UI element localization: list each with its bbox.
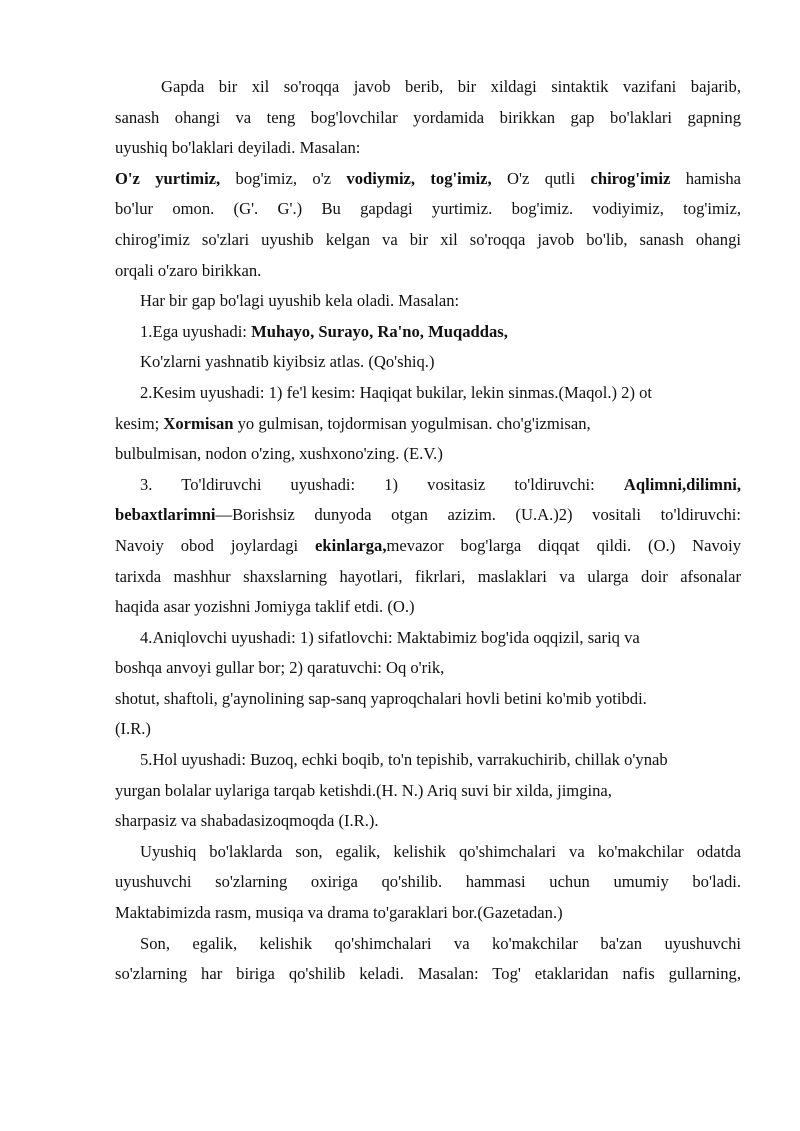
paragraph-line: Har bir gap bo'lagi uyushib kela oladi. Masalan: xyxy=(140,291,460,311)
list-item-line: 2.Kesim uyushadi: 1) fe'l kesim: Haqiqat bukilar, lekin sinmas.(Maqol.) 2) ot xyxy=(140,382,653,402)
bold-word: ekinlarga, xyxy=(315,535,387,555)
document-page xyxy=(115,72,741,990)
paragraph-line: bulbulmisan, nodon o'zing, xushxono'zing. (E.V.) xyxy=(115,444,443,464)
bold-word: vodiymiz, tog'imiz, xyxy=(346,168,492,188)
paragraph-line: bebaxtlarimni—Borishsiz dunyoda otgan azizim. (U.A.)2) vositali to'ldiruvchi: xyxy=(115,505,741,525)
paragraph-line: kesim; Xormisan yo gulmisan, tojdormisan yogulmisan. cho'g'izmisan, xyxy=(115,413,591,433)
paragraph-line: orqali o'zaro birikkan. xyxy=(115,260,262,280)
list-item-line: 5.Hol uyushadi: Buzoq, echki boqib, to'n tepishib, varrakuchirib, chillak o'ynab xyxy=(140,750,668,770)
bold-word: O'z yurtimiz, xyxy=(115,168,221,188)
paragraph-line: haqida asar yozishni Jomiyga taklif etdi. (O.) xyxy=(115,597,415,617)
paragraph-line: sharpasiz va shabadasizoqmoqda (I.R.). xyxy=(115,811,379,831)
paragraph-line: uyushiq bo'laklari deyiladi. Masalan: xyxy=(115,138,361,158)
paragraph-line: Maktabimizda rasm, musiqa va drama to'garaklari bor.(Gazetadan.) xyxy=(115,903,563,923)
paragraph-line: boshqa anvoyi gullar bor; 2) qaratuvchi: Oq o'rik, xyxy=(115,658,445,678)
paragraph-line: chirog'imiz so'zlari uyushib kelgan va bir xil so'roqqa javob bo'lib, sanash ohangi xyxy=(115,229,741,249)
paragraph-line: Uyushiq bo'laklarda son, egalik, kelishik qo'shimchalari va ko'makchilar odatda xyxy=(140,841,741,861)
paragraph-line: yurgan bolalar uylariga tarqab ketishdi.(H. N.) Ariq suvi bir xilda, jimgina, xyxy=(115,780,612,800)
paragraph-line: so'zlarning har biriga qo'shilib keladi. Masalan: Tog' etaklaridan nafis gullarning, xyxy=(115,964,741,984)
list-item-line: 1.Ega uyushadi: Muhayo, Surayo, Ra'no, Muqaddas, xyxy=(140,321,508,341)
paragraph-line: shotut, shaftoli, g'aynolining sap-sanq yaproqchalari hovli betini ko'mib yotibdi. xyxy=(115,688,647,708)
bold-word: Muhayo, Surayo, Ra'no, Muqaddas, xyxy=(251,321,508,341)
bold-word: Aqlimni,dilimni, xyxy=(623,474,741,494)
paragraph-line: (I.R.) xyxy=(115,719,151,739)
paragraph-line: Ko'zlarni yashnatib kiyibsiz atlas. (Qo'shiq.) xyxy=(140,352,435,372)
paragraph-line: Gapda bir xil so'roqqa javob berib, bir xildagi sintaktik vazifani bajarib, xyxy=(161,77,741,96)
bold-word: chirog'imiz xyxy=(590,168,671,188)
paragraph-line: Son, egalik, kelishik qo'shimchalari va ko'makchilar ba'zan uyushuvchi xyxy=(140,933,741,953)
paragraph-line: Navoiy obod joylardagi ekinlarga,mevazor bog'larga diqqat qildi. (O.) Navoiy xyxy=(115,535,741,555)
example-line: O'z yurtimiz, bog'imiz, o'z vodiymiz, tog'imiz, O'z qutli chirog'imiz hamisha xyxy=(115,168,741,188)
list-item-line: 4.Aniqlovchi uyushadi: 1) sifatlovchi: Maktabimiz bog'ida oqqizil, sariq va xyxy=(140,627,640,647)
list-item-line: 3. To'ldiruvchi uyushadi: 1) vositasiz to'ldiruvchi: Aqlimni,dilimni, xyxy=(140,474,741,494)
bold-word: Xormisan xyxy=(163,413,234,433)
paragraph-line: tarixda mashhur shaxslarning hayotlari, fikrlari, maslaklari va ularga doir afsonalar xyxy=(115,566,741,586)
paragraph-line: bo'lur omon. (G'. G'.) Bu gapdagi yurtimiz. bog'imiz. vodiyimiz, tog'imiz, xyxy=(115,199,741,219)
paragraph-line: sanash ohangi va teng bog'lovchilar yordamida birikkan gap bo'laklari gapning xyxy=(115,107,741,127)
paragraph-line: uyushuvchi so'zlarning oxiriga qo'shilib. hammasi uchun umumiy bo'ladi. xyxy=(115,872,741,892)
bold-word: bebaxtlarimni xyxy=(115,505,216,525)
